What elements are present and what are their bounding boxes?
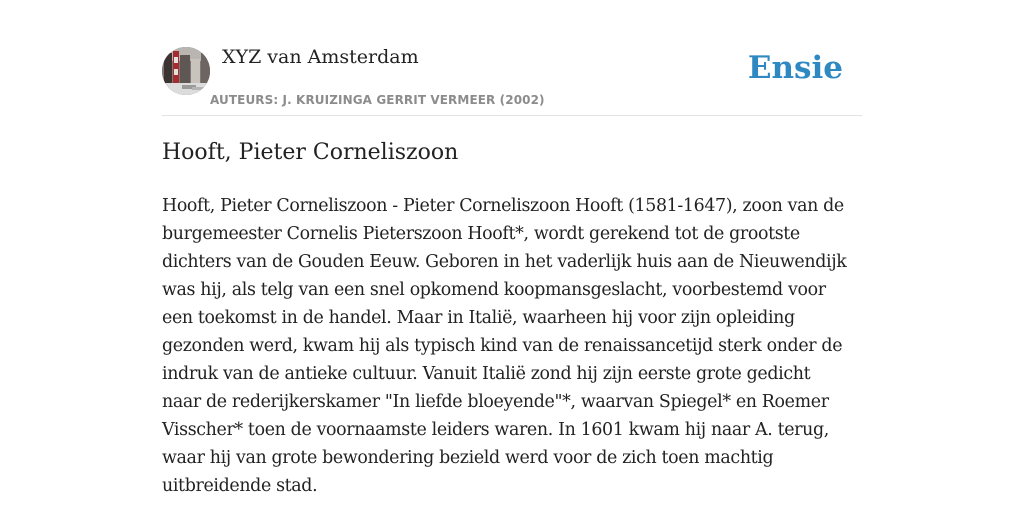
article-body-line: Hooft, Pieter Corneliszoon - Pieter Corneliszoon Hooft (1581-1647), zoon van de [162, 196, 844, 216]
article-body [162, 192, 862, 500]
source-avatar[interactable] [162, 47, 210, 95]
article-body-line: naar de rederijkerskamer "In liefde bloeyende"*, waarvan Spiegel* en Roemer [162, 392, 829, 412]
article-body-line: gezonden werd, kwam hij als typisch kind van de renaissancetijd sterk onder de [162, 336, 843, 356]
authors-line: AUTEURS: J. KRUIZINGA GERRIT VERMEER (2002) [210, 93, 545, 107]
article-body-line: indruk van de antieke cultuur. Vanuit Italië zond hij zijn eerste grote gedicht [162, 364, 811, 384]
article-body-line: waar hij van grote bewondering bezield werd voor de zich toen machtig [162, 448, 774, 468]
article-body-line: dichters van de Gouden Eeuw. Geboren in het vaderlijk huis aan de Nieuwendijk [162, 252, 847, 272]
article-body-line: was hij, als telg van een snel opkomend koopmansgeslacht, voorbestemd voor [162, 280, 826, 300]
article-body-line: Visscher* toen de voornaamste leiders waren. In 1601 kwam hij naar A. terug, [162, 420, 829, 440]
brand-logo[interactable]: Ensie [747, 50, 843, 86]
article-body-line: uitbreidende stad. [162, 476, 318, 496]
header-divider [162, 115, 862, 116]
article-title: Hooft, Pieter Corneliszoon [162, 140, 459, 165]
source-name[interactable]: XYZ van Amsterdam [222, 46, 419, 68]
source-avatar-photo-icon [162, 47, 210, 95]
article-body-line: een toekomst in de handel. Maar in Italië, waarheen hij voor zijn opleiding [162, 308, 795, 328]
article-body-line: burgemeester Cornelis Pieterszoon Hooft*, wordt gerekend tot de grootste [162, 224, 800, 244]
